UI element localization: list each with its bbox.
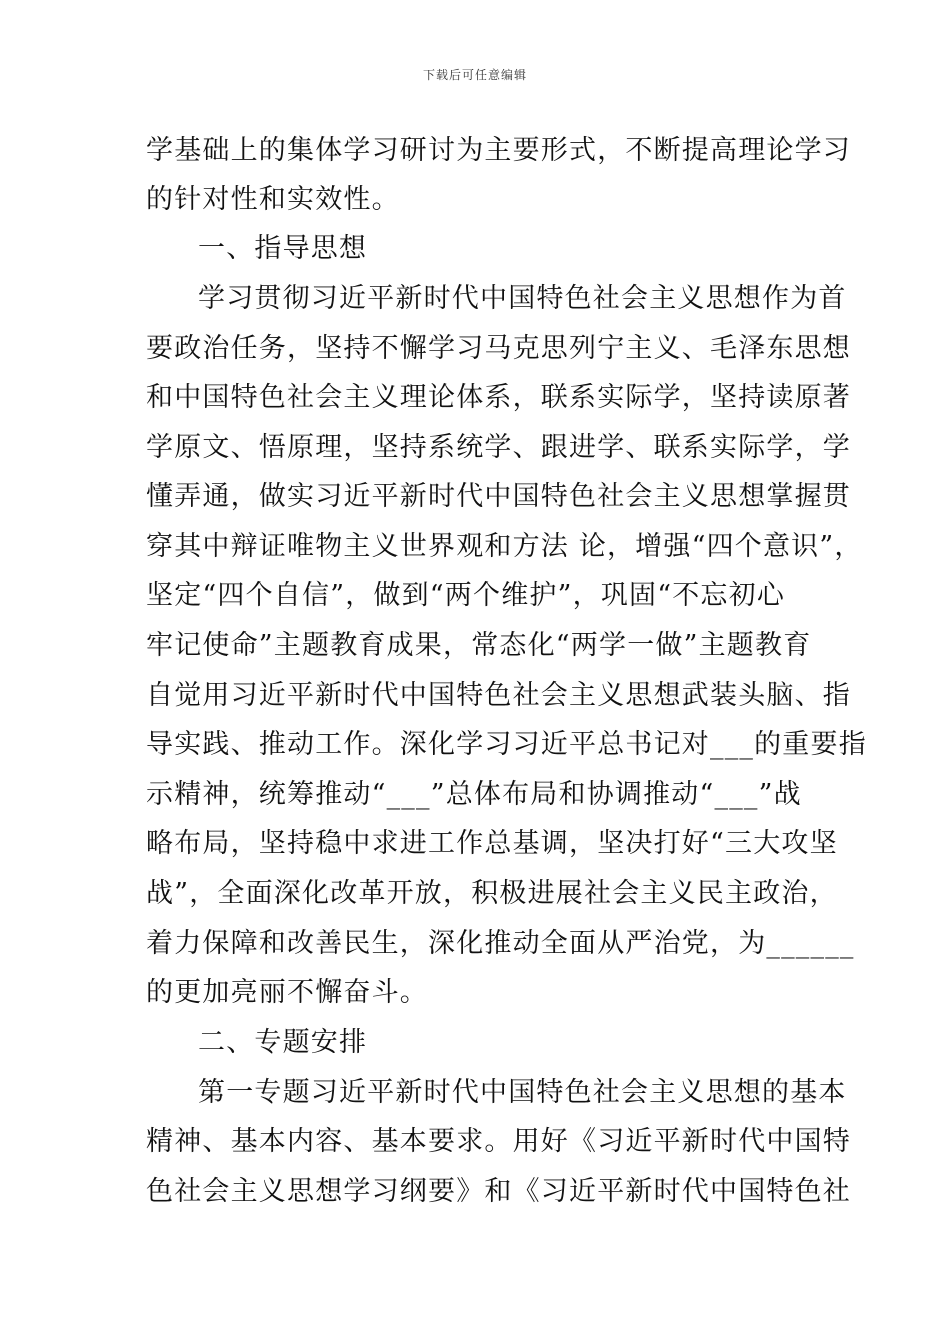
body-line: 的更加亮丽不懈奋斗。	[146, 977, 428, 1008]
body-line: 第一专题习近平新时代中国特色社会主义思想的基本	[198, 1077, 847, 1108]
body-line: 导实践、推动工作。深化学习习近平总书记对___的重要指	[146, 729, 867, 760]
body-line: 和中国特色社会主义理论体系，联系实际学，坚持读原著	[146, 382, 851, 413]
section-heading-topic-arrangement: 二、专题安排	[198, 1027, 368, 1058]
body-line: 懂弄通，做实习近平新时代中国特色社会主义思想掌握贯	[146, 481, 851, 512]
body-line: 要政治任务，坚持不懈学习马克思列宁主义、毛泽东思想	[146, 333, 851, 364]
body-line: 战”，全面深化改革开放，积极进展社会主义民主政治，	[146, 878, 838, 909]
body-line: 牢记使命”主题教育成果，常态化“两学一做”主题教育	[146, 630, 812, 661]
body-line: 着力保障和改善民生，深化推动全面从严治党，为______	[146, 928, 855, 959]
body-line: 坚定“四个自信”，做到“两个维护”，巩固“不忘初心	[146, 580, 786, 611]
body-line: 略布局，坚持稳中求进工作总基调，坚决打好“三大攻坚	[146, 828, 838, 859]
body-line: 示精神，统筹推动“___”总体布局和协调推动“___”战	[146, 779, 802, 810]
body-line: 色社会主义思想学习纲要》和《习近平新时代中国特色社	[146, 1176, 851, 1207]
body-line: 学习贯彻习近平新时代中国特色社会主义思想作为首	[198, 283, 847, 314]
section-heading-guiding-thought: 一、指导思想	[198, 233, 368, 264]
body-line: 穿其中辩证唯物主义世界观和方法 论，增强“四个意识”，	[146, 531, 863, 562]
body-line: 的针对性和实效性。	[146, 184, 400, 215]
body-line: 学基础上的集体学习研讨为主要形式，不断提高理论学习	[146, 135, 851, 166]
body-line: 自觉用习近平新时代中国特色社会主义思想武装头脑、指	[146, 680, 851, 711]
page-header: 下载后可任意编辑	[422, 68, 527, 82]
body-line: 学原文、悟原理，坚持系统学、跟进学、联系实际学，学	[146, 432, 851, 463]
body-line: 精神、基本内容、基本要求。用好《习近平新时代中国特	[146, 1126, 851, 1157]
